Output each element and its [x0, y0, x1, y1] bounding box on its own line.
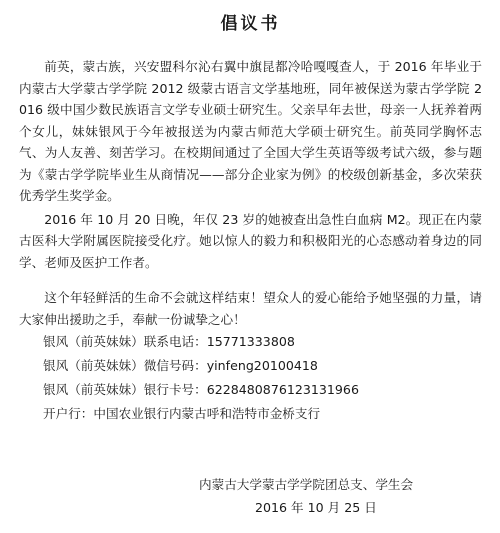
paragraph-background: 前英，蒙古族，兴安盟科尔沁右翼中旗昆都冷哈嘎嘎查人，于 2016 年毕业于内蒙古大学蒙古学学院 2012 级蒙古语言文学基地班，同年被保送为蒙古学学院 2016 级中国少数民族语言文学专业硕士研究生。父亲早年去世，母亲一人抚养着两个女儿，妹妹银风于今年被报送为内蒙古师范大学硕士研究生。前英同学胸怀志气、为人友善、刻苦学习。在校期间通过了全国大学生英语等级考试六级，参与题为《蒙古学学院毕业生从商情况——部分企业家为例》的校级创新基金，多次荣获优秀学生奖学金。	[19, 59, 482, 203]
contact-bank-branch: 开户行：中国农业银行内蒙古呼和浩特市金桥支行	[43, 406, 321, 421]
signature-organization: 内蒙古大学蒙古学学院团总支、学生会	[199, 477, 414, 492]
contact-wechat: 银风（前英妹妹）微信号码：yinfeng20100418	[43, 358, 318, 373]
contact-list	[19, 330, 482, 426]
contact-phone: 银风（前英妹妹）联系电话：15771333808	[43, 334, 295, 349]
paragraph-appeal: 这个年轻鲜活的生命不会就这样结束！望众人的爱心能给予她坚强的力量，请大家伸出援助之手，奉献一份诚挚之心！	[19, 290, 482, 327]
document-title: 倡议书	[220, 14, 281, 34]
contact-bank-card: 银风（前英妹妹）银行卡号：6228480876123131966	[43, 382, 359, 397]
paragraph-diagnosis: 2016 年 10 月 20 日晚，年仅 23 岁的她被查出急性白血病 M2。现正在内蒙古医科大学附属医院接受化疗。她以惊人的毅力和积极阳光的心态感动着身边的同学、老师及医护工作者。	[19, 211, 482, 270]
signature-date: 2016 年 10 月 25 日	[255, 500, 377, 515]
